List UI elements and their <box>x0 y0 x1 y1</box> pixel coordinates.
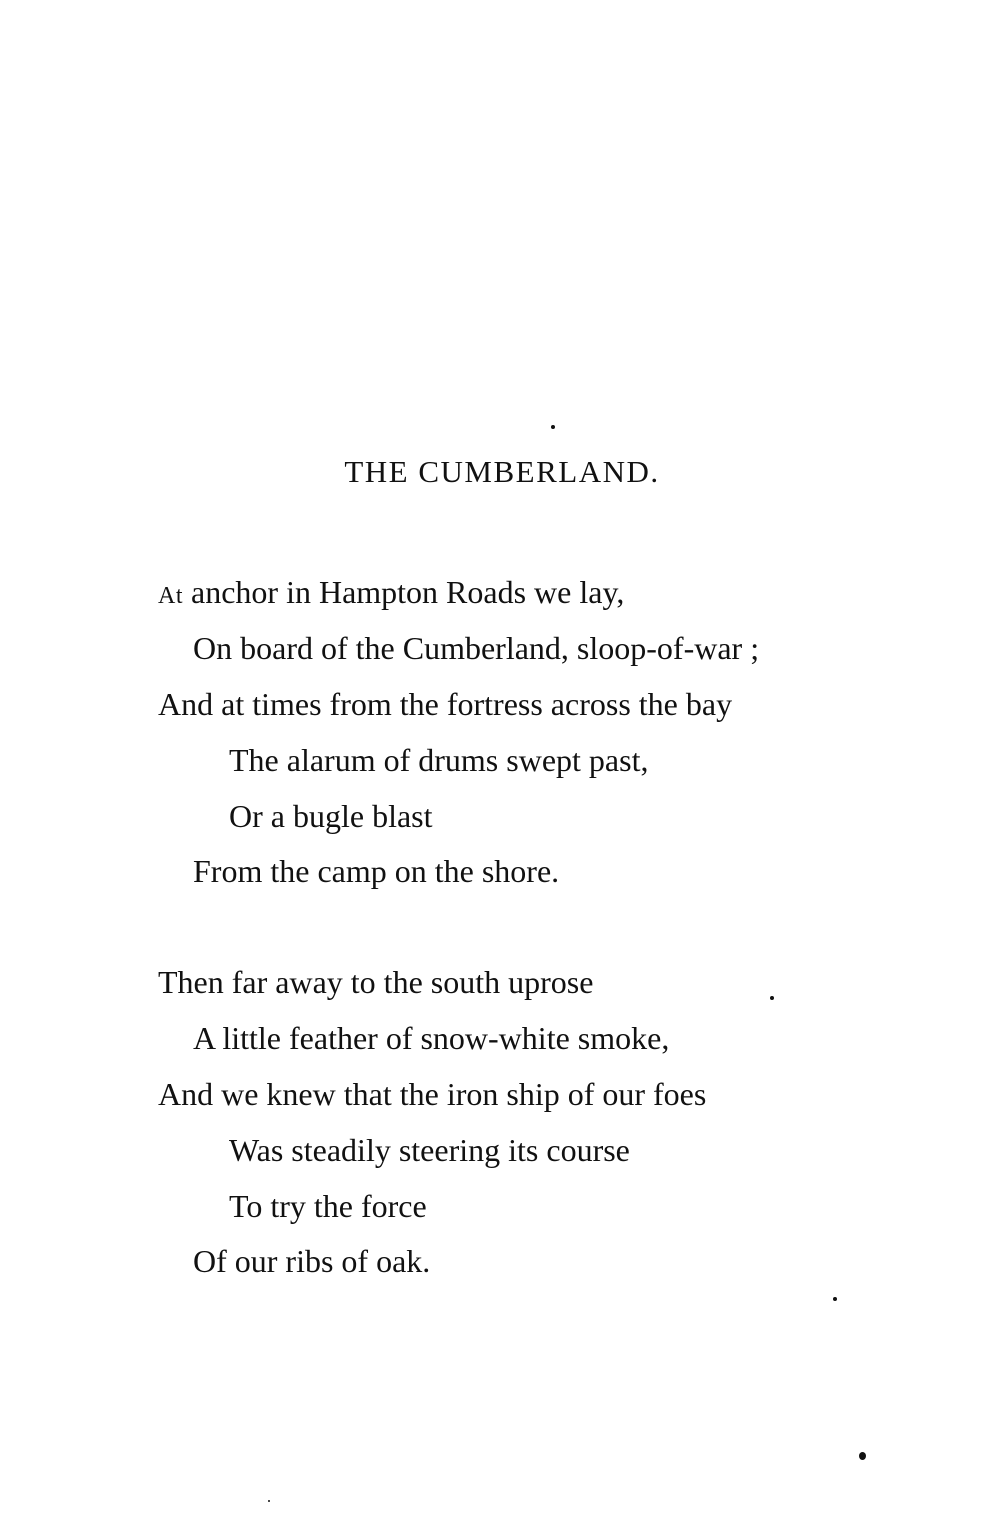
poem-line: And we knew that the iron ship of our foes <box>158 1076 707 1112</box>
poem-line: From the camp on the shore. <box>193 853 560 889</box>
poem-line: And at times from the fortress across the bay <box>158 686 733 722</box>
poem-title: THE CUMBERLAND. <box>344 454 660 489</box>
print-speck <box>551 425 555 429</box>
poem-line: Was steadily steering its course <box>229 1132 630 1168</box>
poem-line: Or a bugle blast <box>229 798 433 834</box>
poem-line: Of our ribs of oak. <box>193 1243 431 1279</box>
poem-line: At anchor in Hampton Roads we lay, <box>158 574 625 610</box>
print-speck <box>770 996 774 1000</box>
poem-line: The alarum of drums swept past, <box>229 742 649 778</box>
print-speck <box>859 1452 866 1460</box>
print-speck <box>833 1297 837 1301</box>
small-caps-opening: At <box>158 583 183 609</box>
poem-line: To try the force <box>229 1188 427 1224</box>
print-speck <box>268 1500 270 1502</box>
poem-line: Then far away to the south uprose <box>158 964 594 1000</box>
poem-line: On board of the Cumberland, sloop-of-war ; <box>193 630 760 666</box>
poem-line: A little feather of snow-white smoke, <box>193 1020 670 1056</box>
